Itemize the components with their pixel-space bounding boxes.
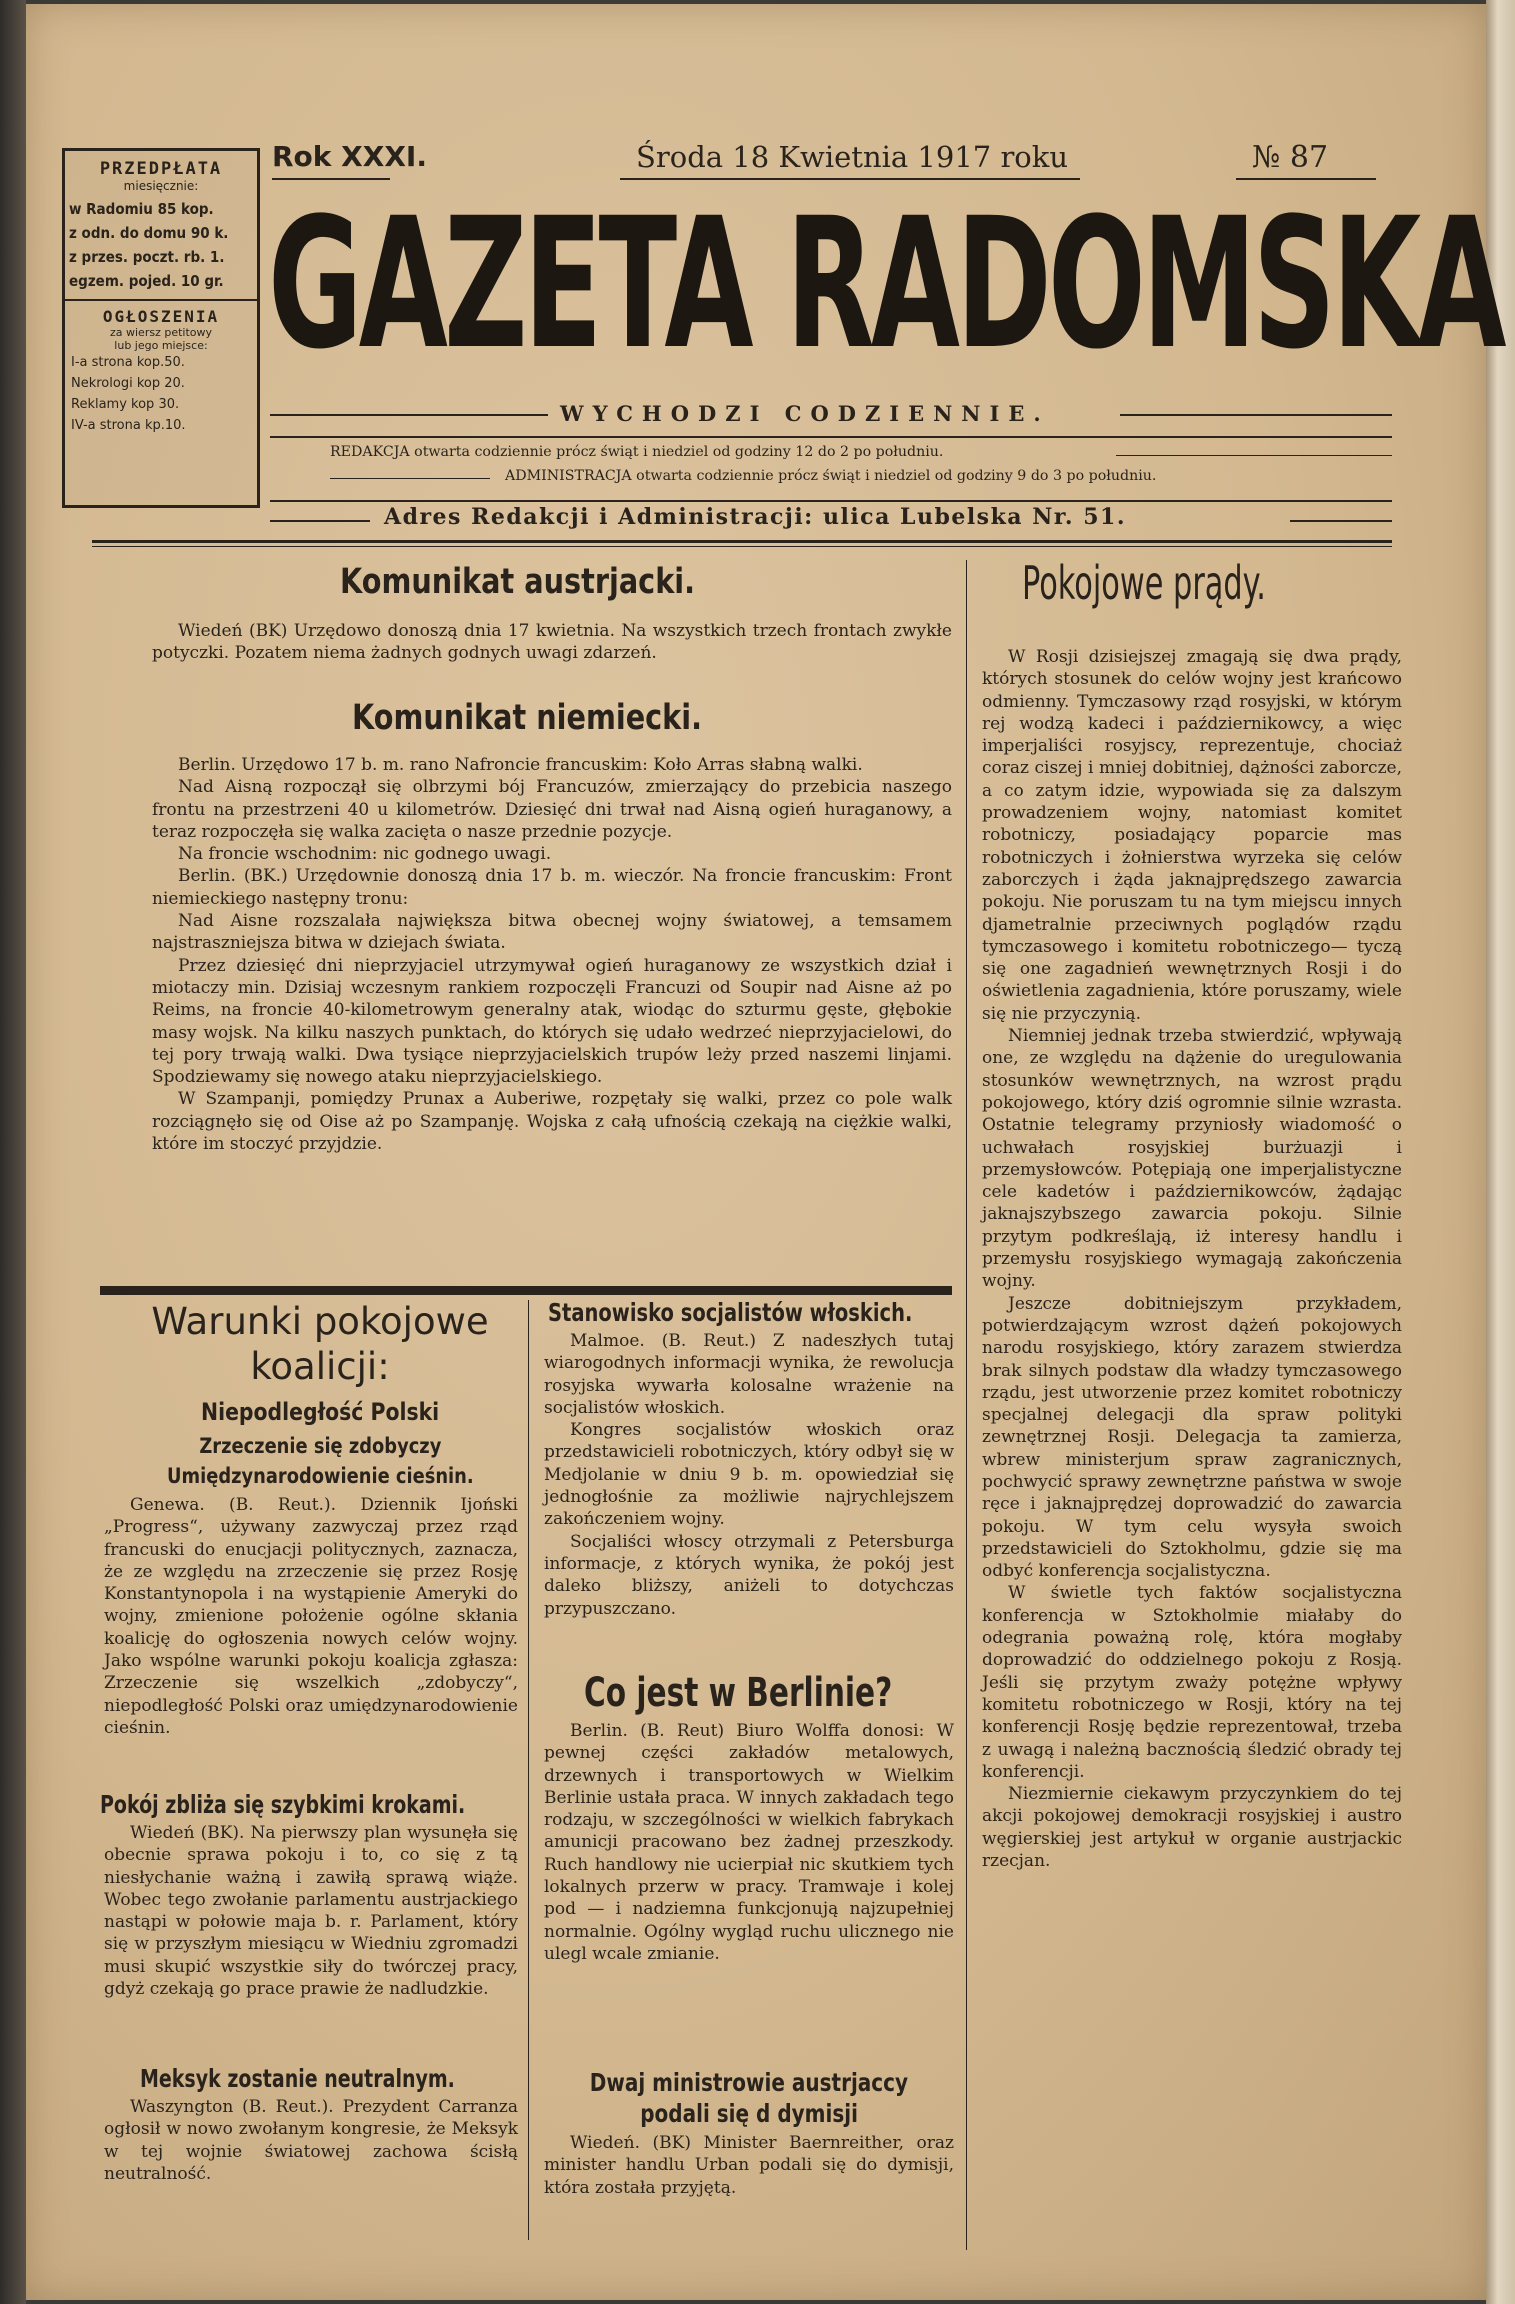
column-rule: [966, 560, 967, 2250]
ministers-header: [544, 2068, 954, 2128]
rule: [1120, 414, 1392, 416]
heading-austrian: Komunikat austrjacki.: [340, 562, 696, 602]
ads-row: Reklamy kop 30.: [71, 397, 180, 412]
subscription-row: z przes. poczt. rb. 1.: [69, 248, 225, 266]
office-hours-redakcja: REDAKCJA otwarta codziennie prócz świąt i niedziel od godziny 12 do 2 po południu.: [330, 444, 944, 460]
heading-peace: Pokojowe prądy.: [1022, 556, 1266, 610]
article-german: Berlin. Urzędowo 17 b. m. rano Nafroncie francuskim: Koło Arras słabną walki. Nad Aisną rozpoczął się olbrzymi bój Francuzów, zmierzający do przebicia naszego frontu na przestrzeni 40 u kilometrów. Dziesięć dni trwał nad Aisną ogień huraganowy, a teraz rozpoczęła się walka zacięta o nasze przednie pozycje. Na froncie wschodnim: nic godnego uwagi. Berlin. (BK.) Urzędownie donoszą dnia 17 b. m. wieczór. Na froncie francuskim: Front niemieckiego następny tronu: Nad Aisne rozszalała największa bitwa obecnej wojny światowej, a temsamem najstraszniejsza bitwa w dziejach świata. Przez dziesięć dni nieprzyjaciel utrzymywał ogień huraganowy ze wszystkich dział i miotaczy min. Dzisiaj wczesnym rankiem rozpoczęli Francuzi od Soupir nad Aisne aż po Reims, na froncie 40-kilometrowym generalny atak, wiodąc do szturmu gęste, głębokie masy wojsk. Na kilku naszych punktach, do których się udało wedrzeć nieprzyjacielowi, do tej pory trwają walki. Dwa tysiące nieprzyjacielskich trupów leży przed naszemi linjami. Spodziewamy się nowego ataku nieprzyjacielskiego. W Szampanji, pomiędzy Prunax a Auberiwe, rozpętały się walki, przez co pole walk rozciągnęło się od Oise aż po Szampanję. Wojska z całą ufnością czekają na ciężkie walki, które im stoczyć przyjdzie.: [152, 755, 952, 1155]
ads-sub: lub jego miejsce:: [114, 339, 208, 352]
conditions-header: [100, 1300, 540, 1488]
rule: [270, 436, 1392, 438]
divider: [65, 299, 257, 301]
rule: [92, 546, 1392, 547]
date-line: Środa 18 Kwietnia 1917 roku: [636, 140, 1069, 174]
ads-sub: za wiersz petitowy: [109, 326, 213, 339]
column-rule: [528, 1300, 529, 2240]
heading-conditions-2: koalicji:: [250, 1345, 390, 1388]
rule: [92, 540, 1392, 543]
book-binding: [0, 0, 26, 2304]
article-peace-near: Wiedeń (BK). Na pierwszy plan wysunęła się obecnie sprawa pokoju i to, co się z tą niesłychanie ważną i zawiłą sprawą wiąże. Wobec tego zwołanie parlamentu austrjackiego nastąpi w połowie maja b. r. Parlament, który się w przyszłym miesiącu w Wiedniu zgromadzi musi skupić wszystkie siły do twórczej pracy, gdyż czekają go prace prawie że nadludzkie.: [104, 1823, 518, 2000]
issue-number: № 87: [1252, 140, 1329, 175]
office-hours-admin: ADMINISTRACJA otwarta codziennie prócz świąt i niedziel od godziny 9 do 3 po południu.: [505, 468, 1157, 484]
article-conditions: Genewa. (B. Reut.). Dziennik Ijoński „Progress“, używany zazwyczaj przez rząd francuski do enucjacji politycznych, zaznacza, że ze względu na zrzeczenie się przez Rosję Konstantynopola i na wystąpienie Ameryki do wojny, zmienione położenie ogólne skłania koalicję do ogłoszenia nowych celów wojny. Jako wspólne warunki pokoju koalicja zgłasza: Zrzeczenie się wszelkich „zdobyczy“, niepodległość Polski oraz umiędzynarodowienie cieśnin.: [104, 1495, 518, 1738]
rule: [1290, 520, 1392, 522]
heading-mexico: Meksyk zostanie neutralnym.: [140, 2064, 455, 2093]
heading-berlin: Co jest w Berlinie?: [584, 1670, 893, 1716]
subtitle: WYCHODZI CODZIENNIE.: [560, 401, 1050, 426]
conditions-sub2: Zrzeczenie się zdobyczy: [199, 1434, 441, 1458]
conditions-sub3: Umiędzynarodowienie cieśnin.: [166, 1464, 474, 1488]
rule: [330, 478, 490, 479]
ads-row: I-a strona kop.50.: [71, 355, 185, 370]
article-berlin: Berlin. (B. Reut) Biuro Wolffa donosi: W pewnej części zakładów metalowych, drzewnych i transportowych w Wielkim Berlinie ustała praca. W innych zakładach tego rodzaju, w szczególności w wielkich fabrykach amunicji pracowano bez żadnej przeszkody. Ruch handlowy nie ucierpiał nic skutkiem tych lokalnych przerw w pracy. Tramwaje i kolej pod — i nadziemna funkcjonują najzupełniej normalnie. Ogólny wygląd ruchu ulicznego nie ulegl wcale zmianie.: [544, 1721, 954, 1964]
newspaper-title: GAZETA RADOMSKA: [268, 180, 1503, 389]
ads-row: Nekrologi kop 20.: [71, 376, 185, 391]
article-austrian: Wiedeń (BK) Urzędowo donoszą dnia 17 kwietnia. Na wszystkich trzech frontach zwykłe potyczki. Pozatem niema żadnych godnych uwagi zdarzeń.: [152, 621, 952, 664]
heading-german: Komunikat niemiecki.: [352, 698, 703, 738]
ads-row: IV-a strona kp.10.: [71, 418, 186, 433]
rule: [270, 414, 548, 416]
section-rule: [100, 1286, 952, 1295]
rule: [270, 500, 1392, 502]
heading-peace-near: Pokój zbliża się szybkimi krokami.: [100, 1790, 466, 1819]
subscription-heading: PRZEDPŁATA: [99, 159, 223, 179]
article-mexico: Waszyngton (B. Reut.). Prezydent Carranza ogłosił w nowo zwołanym kongresie, że Meksyk w tej wojnie światowej zachowa ścisłą neutralność.: [104, 2097, 518, 2184]
heading-conditions: Warunki pokojowe: [151, 1300, 489, 1343]
article-italian: Malmoe. (B. Reut.) Z nadeszłych tutaj wiarogodnych informacji wynika, że rewolucja rosyjska wywarła kolosalne wrażenie na socjalistów włoskich. Kongres socjalistów włoskich oraz przedstawicieli robotniczych, który odbył się w Medjolanie w dniu 9 b. m. opowiedział się jednogłośnie za możliwie najrychlejszem zakończeniem wojny. Socjaliści włoscy otrzymali z Petersburga informacje, z których wynika, że pokój jest daleko bliższy, aniżeli to dotychczas przypuszczano.: [544, 1331, 954, 1619]
volume-label: Rok XXXI.: [272, 140, 427, 173]
subscription-box: [62, 148, 260, 508]
heading-ministers: Dwaj ministrowie austrjaccy: [589, 2068, 909, 2097]
subscription-row: z odn. do domu 90 k.: [69, 224, 229, 242]
conditions-sub1: Niepodległość Polski: [200, 1398, 440, 1426]
rule: [270, 520, 370, 522]
heading-ministers-2: podali się d dymisji: [640, 2099, 858, 2128]
rule: [1116, 455, 1392, 456]
ads-heading: OGŁOSZENIA: [102, 307, 220, 326]
article-peace: W Rosji dzisiejszej zmagają się dwa prądy, których stosunek do celów wojny jest krańcowo odmienny. Tymczasowy rząd rosyjski, w którym rej wodzą kadeci i październikowcy, a więc imperjaliści rosyjscy, reprezentuje, chociaż coraz ciszej i mniej dobitniej, dążności zaborcze, a co zatym idzie, wypowiada się za dalszym prowadzeniem wojny, natomiast komitet robotniczy, posiadający poparcie mas robotniczych i żołnierstwa wyrzeka się celów zaborczych i żąda jaknajprędszego zawarcia pokoju. Nie poruszam tu na tym miejscu innych djametralnie przeciwnych poglądów rządu tymczasowego i komitetu robotniczego— tyczą się one zagadnień wewnętrznych Rosji i do oświetlenia zagadnienia, które poruszamy, wiele się nie przyczynią. Niemniej jednak trzeba stwierdzić, wpływają one, ze względu na dążenie do uregulowania stosunków wewnętrznych, na wzrost prądu pokojowego, który dziś ogromnie silnie wzrasta. Ostatnie telegramy przyniosły wiadomość o uchwałach rosyjskiej burżuazji i przemysłowców. Potępiają one imperjalistyczne cele kadetów i październikowców, żądając jaknajszybszego zawarcia pokoju. Silnie przytym podkreślają, iż interesy handlu i przemysłu rosyjskiego wymagają zakończenia wojny. Jeszcze dobitniejszym przykładem, potwierdzającym wzrost dążeń pokojowych narodu rosyjskiego, który zarazem stwierdza brak silnych podstaw dla władzy tymczasowego rządu, jest utworzenie przez komitet robotniczy specjalnej delegacji dla spraw polityki zewnętrznej Rosji. Delegacja ta zamierza, wbrew ministerjum spraw zagranicznych, pochwycić sprawy zewnętrzne państwa w swoje ręce i jaknajprędzej doprowadzić do zawarcia pokoju. W tym celu wysyła swoich przedstawicieli do Sztokholmu, gdzie się ma odbyć konferencja socjalistyczna. W świetle tych faktów socjalistyczna konferencja w Sztokholmie miałaby do odegrania poważną rolę, która mogłaby doprowadzić do oddzielnego pokoju z Rosją. Jeśli się przytym zważy potężne wpływy komitetu robotniczego w Rosji, który na tej konferencji Rosję będzie reprezentował, trzeba z uwagą i należną bacznością śledzić obrady tej konferencji. Niezmiernie ciekawym przyczynkiem do tej akcji pokojowej demokracji rosyjskiej i austro węgierskiej jest artykuł w organie austrjackic rzecjan.: [982, 647, 1402, 1872]
subscription-row: egzem. pojed. 10 gr.: [69, 272, 224, 290]
article-ministers: Wiedeń. (BK) Minister Baernreither, oraz minister handlu Urban podali się do dymisji, która została przyjętą.: [544, 2133, 954, 2198]
address-line: Adres Redakcji i Administracji: ulica Lubelska Nr. 51.: [384, 504, 1126, 530]
subscription-sub: miesięcznie:: [123, 179, 199, 193]
heading-italian: Stanowisko socjalistów włoskich.: [548, 1298, 913, 1327]
subscription-row: w Radomiu 85 kop.: [69, 200, 214, 218]
